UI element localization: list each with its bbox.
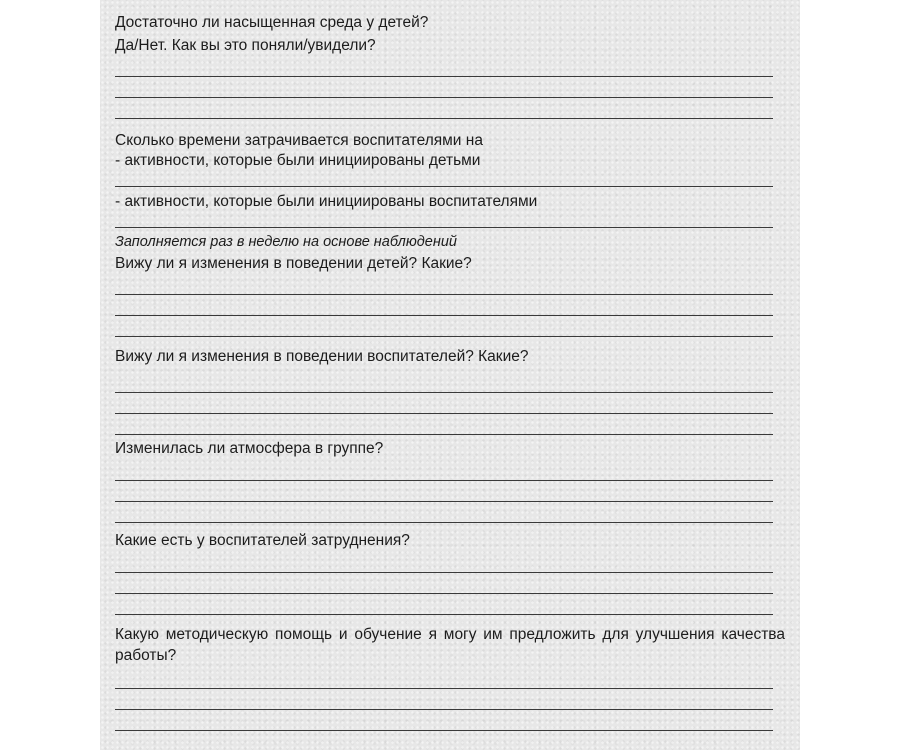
answer-line[interactable]	[115, 730, 773, 731]
question-methodical-help: Какую методическую помощь и обучение я могу им предложить для улучшения качества работы?	[115, 626, 785, 664]
question-teacher-difficulties: Какие есть у воспитателей затруднения?	[115, 532, 410, 549]
answer-line[interactable]	[115, 413, 773, 414]
answer-line[interactable]	[115, 315, 773, 316]
answer-line[interactable]	[115, 614, 773, 615]
question-yes-no-how: Да/Нет. Как вы это поняли/увидели?	[115, 37, 376, 54]
answer-line[interactable]	[115, 392, 773, 393]
answer-line[interactable]	[115, 522, 773, 523]
answer-line[interactable]	[115, 97, 773, 98]
answer-line[interactable]	[115, 593, 773, 594]
answer-line[interactable]	[115, 76, 773, 77]
weekly-note: Заполняется раз в неделю на основе наблюдений	[115, 234, 457, 250]
question-teachers-behavior: Вижу ли я изменения в поведении воспитателей? Какие?	[115, 348, 529, 365]
question-time-spent: Сколько времени затрачивается воспитателями на	[115, 132, 483, 149]
answer-line[interactable]	[115, 118, 773, 119]
question-saturated-environment: Достаточно ли насыщенная среда у детей?	[115, 14, 429, 31]
answer-line[interactable]	[115, 336, 773, 337]
question-group-atmosphere: Изменилась ли атмосфера в группе?	[115, 440, 384, 457]
answer-line[interactable]	[115, 227, 773, 228]
answer-line[interactable]	[115, 501, 773, 502]
answer-line[interactable]	[115, 186, 773, 187]
answer-line[interactable]	[115, 434, 773, 435]
question-children-behavior: Вижу ли я изменения в поведении детей? Какие?	[115, 255, 472, 272]
answer-line[interactable]	[115, 480, 773, 481]
answer-line[interactable]	[115, 688, 773, 689]
item-child-initiated: - активности, которые были инициированы детьми	[115, 152, 481, 169]
answer-line[interactable]	[115, 709, 773, 710]
answer-line[interactable]	[115, 294, 773, 295]
answer-line[interactable]	[115, 572, 773, 573]
item-teacher-initiated: - активности, которые были инициированы воспитателями	[115, 193, 538, 210]
